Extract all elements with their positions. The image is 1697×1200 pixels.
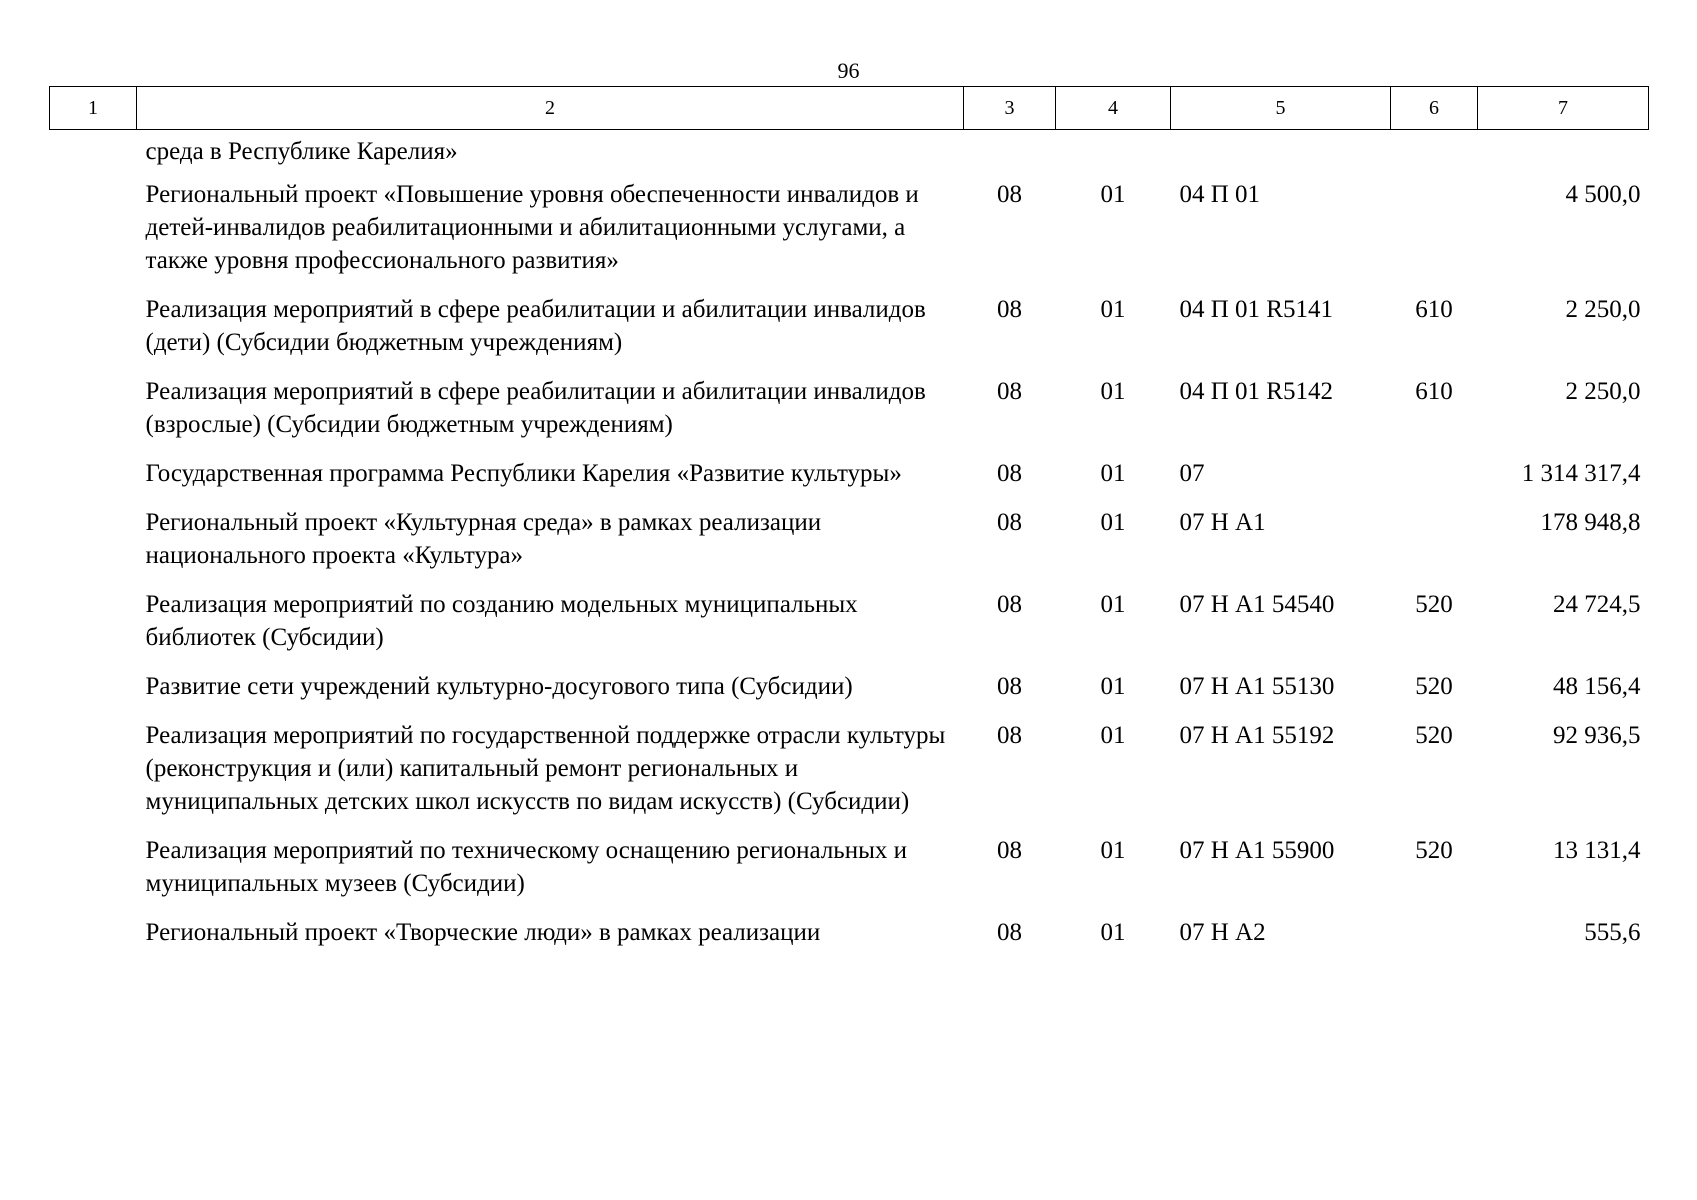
subsection-code: 01 <box>1100 591 1126 618</box>
table-row <box>50 834 1649 916</box>
empty-cell <box>50 719 137 834</box>
empty-cell <box>50 457 137 506</box>
empty-cell <box>1478 130 1649 179</box>
budget-table <box>49 86 1649 965</box>
expense-type-code: 520 <box>1415 722 1453 749</box>
target-article-code: 07 Н А1 <box>1179 509 1266 536</box>
section-code: 08 <box>997 181 1022 208</box>
item-name: Реализация мероприятий по созданию модельных муниципальных библиотек (Субсидии) <box>145 591 858 651</box>
expense-type-code <box>1391 457 1478 506</box>
column-header-3: 3 <box>964 87 1056 130</box>
subsection-code: 01 <box>1100 460 1126 487</box>
item-name: Развитие сети учреждений культурно-досугового типа (Субсидии) <box>145 673 853 700</box>
item-name: Реализация мероприятий в сфере реабилитации и абилитации инвалидов (взрослые) (Субсидии бюджетным учреждениям) <box>145 378 926 438</box>
amount-value: 555,6 <box>1584 919 1641 946</box>
continuation-row <box>50 130 1649 179</box>
item-name: Региональный проект «Повышение уровня обеспеченности инвалидов и детей-инвалидов реабилитационными и абилитационными услугами, а также уровня профессионального развития» <box>145 181 919 274</box>
table-row <box>50 375 1649 457</box>
column-header-7: 7 <box>1478 87 1649 130</box>
amount-value: 48 156,4 <box>1553 673 1641 700</box>
table-row <box>50 457 1649 506</box>
item-name: Реализация мероприятий по техническому оснащению региональных и муниципальных музеев (Субсидии) <box>145 837 907 897</box>
empty-cell <box>50 375 137 457</box>
column-header-2: 2 <box>137 87 964 130</box>
target-article-code: 07 Н А2 <box>1179 919 1266 946</box>
amount-value: 2 250,0 <box>1565 296 1641 323</box>
section-code: 08 <box>997 509 1022 536</box>
item-name: Государственная программа Республики Карелия «Развитие культуры» <box>145 460 902 487</box>
section-code: 08 <box>997 296 1022 323</box>
empty-cell <box>1391 130 1478 179</box>
subsection-code: 01 <box>1100 509 1126 536</box>
column-header-4: 4 <box>1056 87 1171 130</box>
table-body <box>50 130 1649 966</box>
empty-cell <box>50 588 137 670</box>
amount-value: 24 724,5 <box>1553 591 1641 618</box>
target-article-code: 07 Н А1 55900 <box>1179 837 1335 864</box>
empty-cell <box>50 670 137 719</box>
subsection-code: 01 <box>1100 181 1126 208</box>
empty-cell <box>50 834 137 916</box>
empty-cell <box>50 293 137 375</box>
table-row <box>50 178 1649 293</box>
table-row <box>50 719 1649 834</box>
amount-value: 178 948,8 <box>1540 509 1641 536</box>
target-article-code: 04 П 01 R5141 <box>1179 296 1333 323</box>
section-code: 08 <box>997 673 1022 700</box>
expense-type-code <box>1391 506 1478 588</box>
table-header <box>50 87 1649 130</box>
column-header-5: 5 <box>1171 87 1391 130</box>
empty-cell <box>50 506 137 588</box>
page-number: 96 <box>837 58 860 83</box>
table-row <box>50 293 1649 375</box>
empty-cell <box>50 178 137 293</box>
amount-value: 1 314 317,4 <box>1521 460 1641 487</box>
empty-cell <box>1171 130 1391 179</box>
table-row <box>50 588 1649 670</box>
table-row <box>50 506 1649 588</box>
section-code: 08 <box>997 919 1022 946</box>
target-article-code: 07 <box>1179 460 1205 487</box>
expense-type-code: 520 <box>1415 673 1453 700</box>
empty-cell <box>50 130 137 179</box>
amount-value: 92 936,5 <box>1553 722 1641 749</box>
amount-value: 2 250,0 <box>1565 378 1641 405</box>
continuation-text: среда в Республике Карелия» <box>145 138 458 165</box>
expense-type-code <box>1391 916 1478 965</box>
subsection-code: 01 <box>1100 378 1126 405</box>
target-article-code: 07 Н А1 55130 <box>1179 673 1335 700</box>
table-row <box>50 670 1649 719</box>
amount-value: 4 500,0 <box>1565 181 1641 208</box>
expense-type-code <box>1391 178 1478 293</box>
empty-cell <box>50 916 137 965</box>
item-name: Реализация мероприятий в сфере реабилитации и абилитации инвалидов (дети) (Субсидии бюджетным учреждениям) <box>145 296 926 356</box>
empty-cell <box>1056 130 1171 179</box>
expense-type-code: 520 <box>1415 837 1453 864</box>
item-name: Региональный проект «Творческие люди» в рамках реализации <box>145 919 821 946</box>
target-article-code: 07 Н А1 54540 <box>1179 591 1335 618</box>
column-header-6: 6 <box>1391 87 1478 130</box>
section-code: 08 <box>997 591 1022 618</box>
section-code: 08 <box>997 722 1022 749</box>
section-code: 08 <box>997 837 1022 864</box>
subsection-code: 01 <box>1100 296 1126 323</box>
section-code: 08 <box>997 460 1022 487</box>
empty-cell <box>964 130 1056 179</box>
expense-type-code: 610 <box>1415 296 1453 323</box>
subsection-code: 01 <box>1100 919 1126 946</box>
target-article-code: 07 Н А1 55192 <box>1179 722 1335 749</box>
subsection-code: 01 <box>1100 673 1126 700</box>
item-name: Региональный проект «Культурная среда» в рамках реализации национального проекта «Культура» <box>145 509 822 569</box>
section-code: 08 <box>997 378 1022 405</box>
column-header-1: 1 <box>50 87 137 130</box>
table-row <box>50 916 1649 965</box>
target-article-code: 04 П 01 R5142 <box>1179 378 1333 405</box>
item-name: Реализация мероприятий по государственной поддержке отрасли культуры (реконструкция и (или) капитальный ремонт региональных и муниципальных детских школ искусств по видам искусств) (Субсидии) <box>145 722 946 815</box>
target-article-code: 04 П 01 <box>1179 181 1261 208</box>
subsection-code: 01 <box>1100 837 1126 864</box>
expense-type-code: 610 <box>1415 378 1453 405</box>
subsection-code: 01 <box>1100 722 1126 749</box>
amount-value: 13 131,4 <box>1553 837 1641 864</box>
expense-type-code: 520 <box>1415 591 1453 618</box>
